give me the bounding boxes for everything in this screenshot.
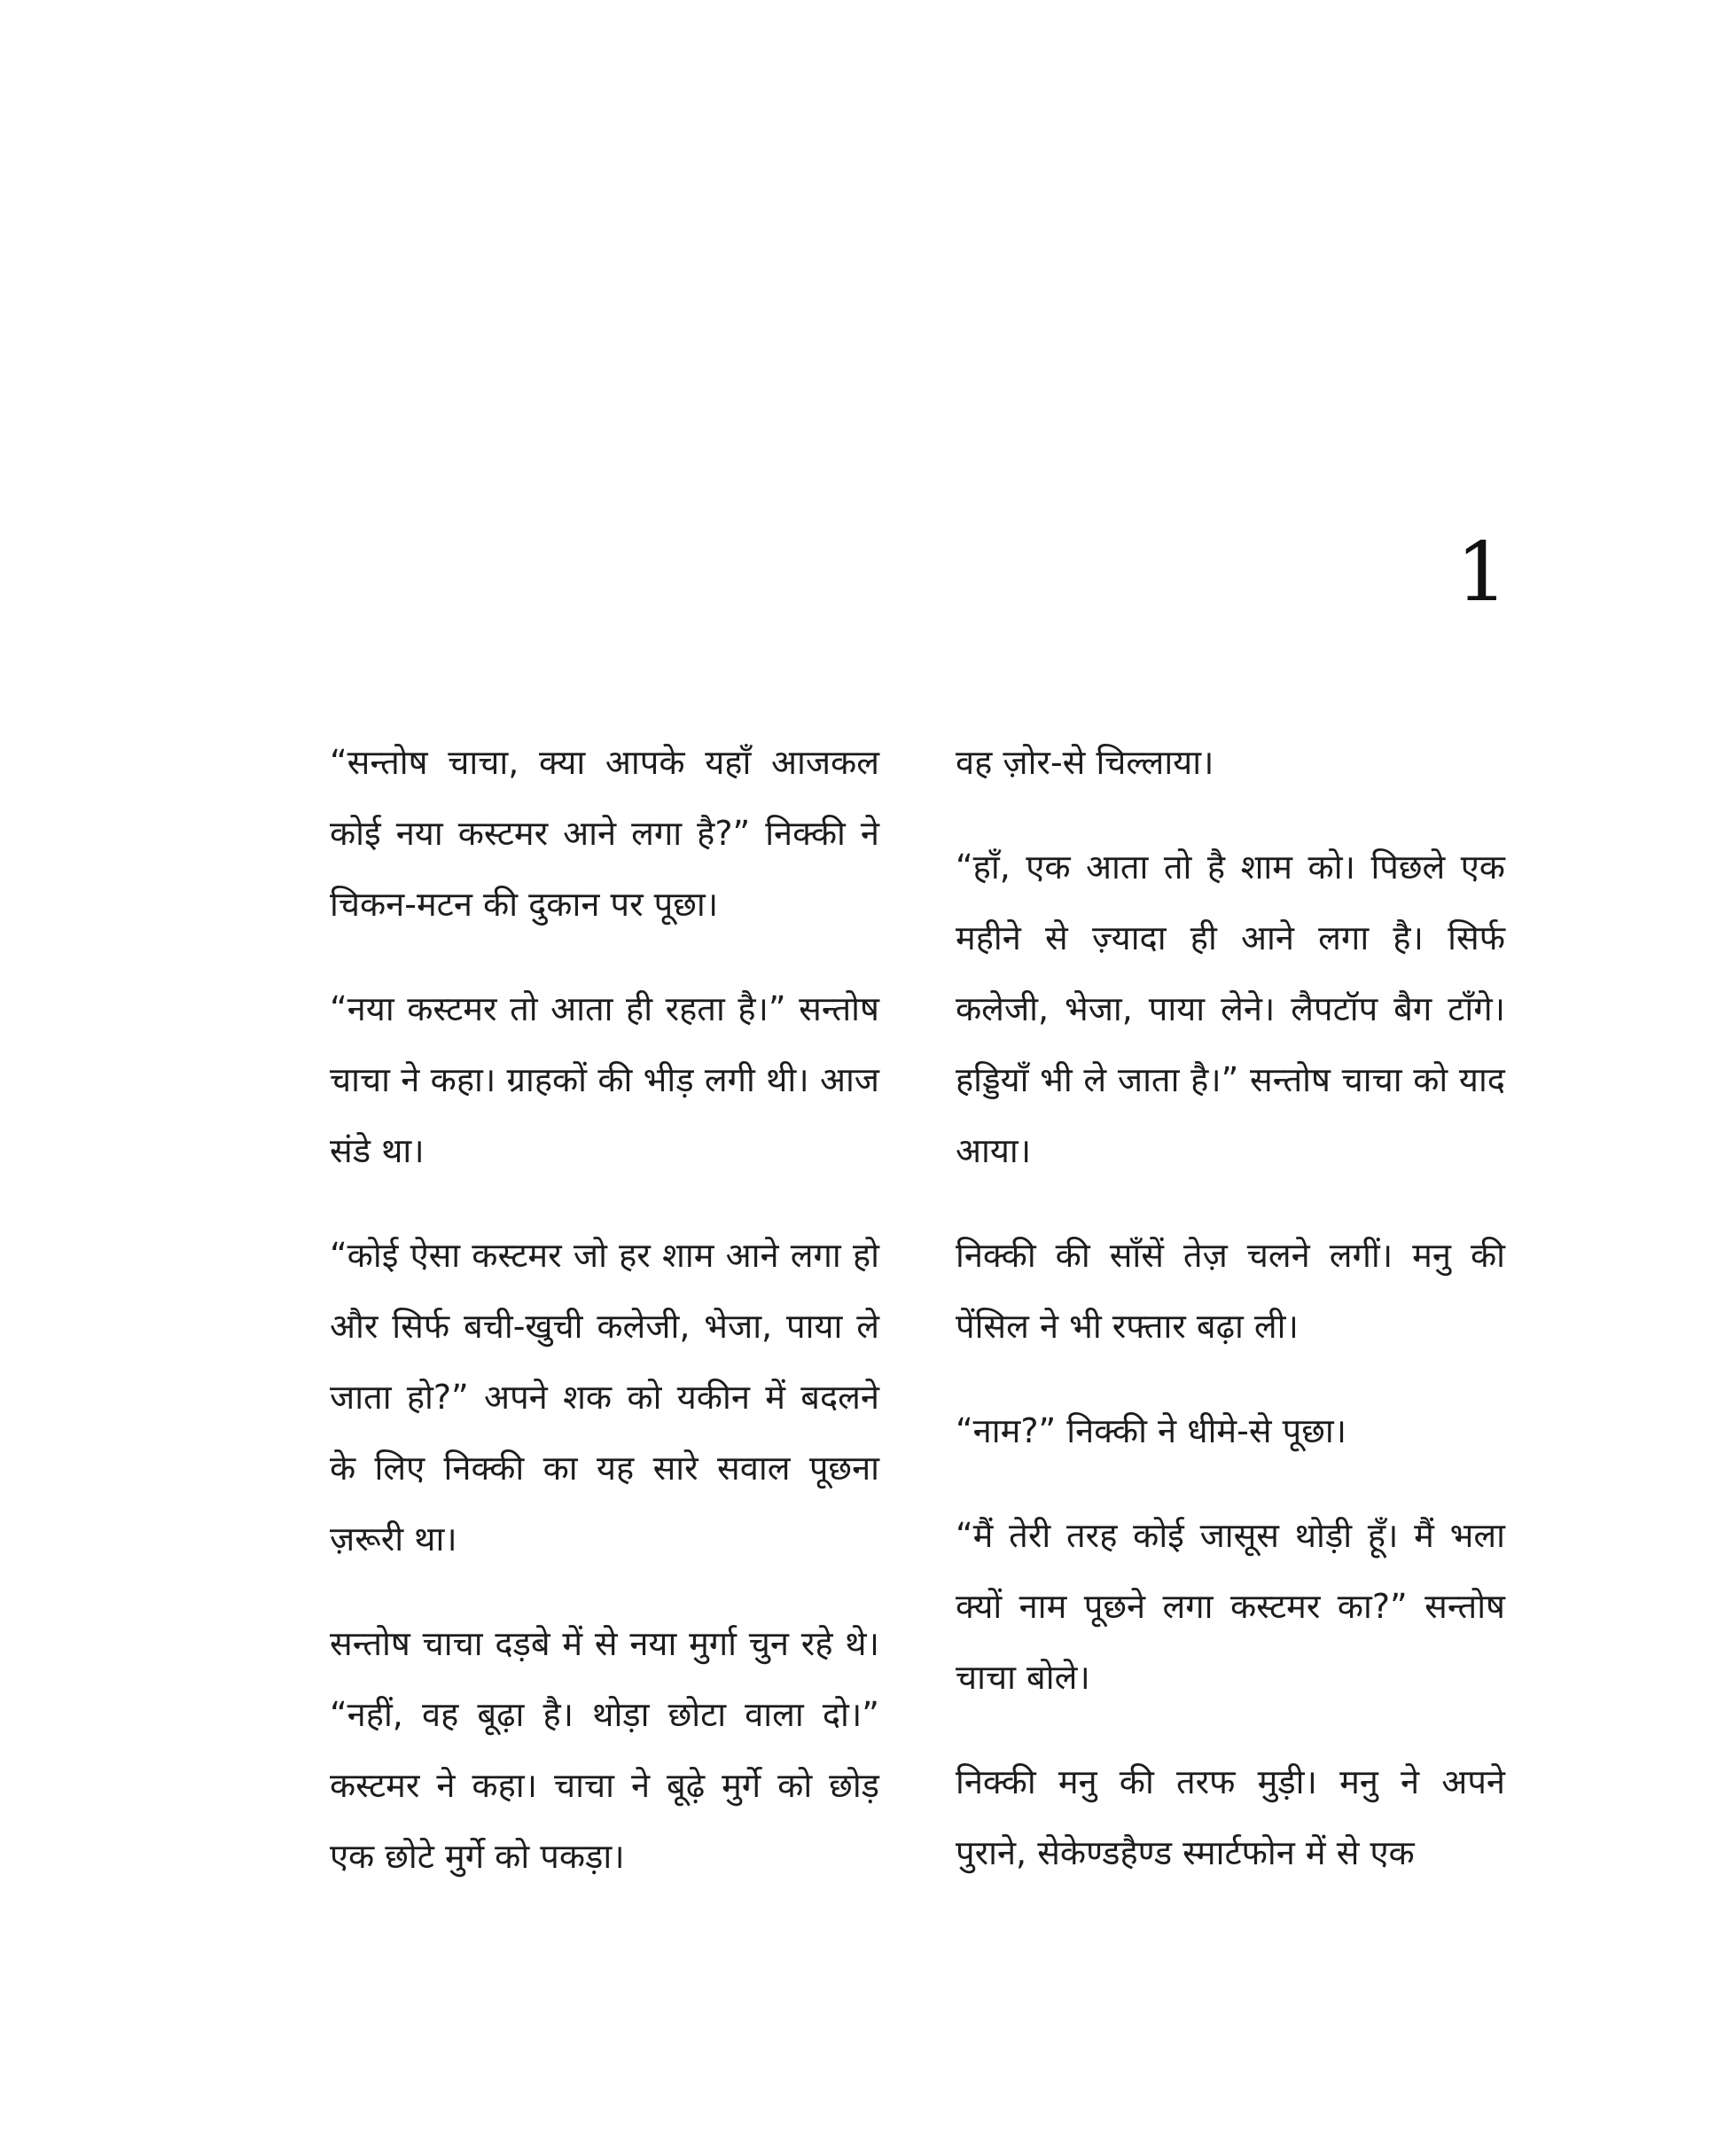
paragraph: “नाम?” निक्की ने धीमे-से पूछा।	[956, 1411, 1347, 1450]
right-text-column	[956, 727, 1505, 1922]
paragraph: वह ज़ोर-से चिल्लाया।	[956, 743, 1214, 782]
paragraph: निक्की की साँसें तेज़ चलने लगीं। मनु की पेंसिल ने भी रफ्तार बढ़ा ली।	[956, 1236, 1505, 1346]
paragraph: निक्की मनु की तरफ मुड़ी। मनु ने अपने पुराने, सेकेण्डहैण्ड स्मार्टफोन में से एक	[956, 1762, 1505, 1872]
paragraph: सन्तोष चाचा दड़बे में से नया मुर्गा चुन रहे थे। “नहीं, वह बूढ़ा है। थोड़ा छोटा वाला दो।” कस्टमर ने कहा। चाचा ने बूढ़े मुर्गे को छोड़ एक छोटे मुर्गे को पकड़ा।	[330, 1624, 879, 1876]
left-text-column	[330, 727, 879, 1926]
paragraph: “नया कस्टमर तो आता ही रहता है।” सन्तोष चाचा ने कहा। ग्राहकों की भीड़ लगी थी। आज संडे था।	[330, 989, 879, 1170]
paragraph: “मैं तेरी तरह कोई जासूस थोड़ी हूँ। मैं भला क्यों नाम पूछने लगा कस्टमर का?” सन्तोष चाचा बोले।	[956, 1516, 1505, 1697]
paragraph: “कोई ऐसा कस्टमर जो हर शाम आने लगा हो और सिर्फ बची-खुची कलेजी, भेजा, पाया ले जाता हो?” अपने शक को यकीन में बदलने के लिए निक्की का यह सारे सवाल पूछना ज़रूरी था।	[330, 1236, 879, 1558]
paragraph: “हाँ, एक आता तो है शाम को। पिछले एक महीने से ज़्यादा ही आने लगा है। सिर्फ कलेजी, भेजा, पाया लेने। लैपटॉप बैग टाँगे। हड्डियाँ भी ले जाता है।” सन्तोष चाचा को याद आया।	[956, 848, 1505, 1170]
chapter-number: 1	[1456, 525, 1508, 620]
paragraph: “सन्तोष चाचा, क्या आपके यहाँ आजकल कोई नया कस्टमर आने लगा है?” निक्की ने चिकन-मटन की दुकान पर पूछा।	[330, 743, 879, 924]
